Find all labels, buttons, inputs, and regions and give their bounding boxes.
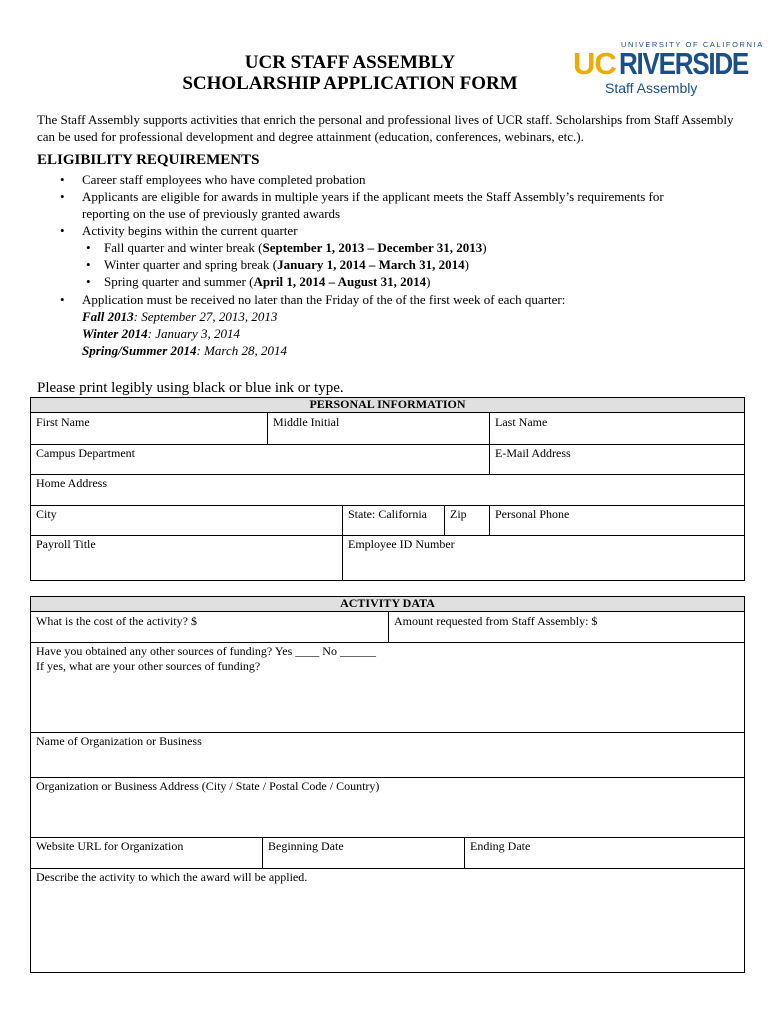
- col-divider: [464, 837, 465, 868]
- logo-uc-text: UC: [573, 46, 616, 81]
- col-divider: [342, 505, 343, 581]
- row-divider: [30, 505, 745, 506]
- logo-staff-assembly-text: Staff Assembly: [605, 80, 698, 96]
- bullet: •: [86, 274, 91, 289]
- middle-initial-field[interactable]: Middle Initial: [273, 415, 340, 429]
- row-divider: [30, 642, 745, 643]
- row-divider: [30, 868, 745, 869]
- row-divider: [30, 732, 745, 733]
- title-line-1: UCR STAFF ASSEMBLY: [244, 52, 456, 73]
- bullet: •: [60, 172, 65, 187]
- title-line-2: SCHOLARSHIP APPLICATION FORM: [182, 73, 518, 94]
- row-divider: [30, 535, 745, 536]
- form-title: [160, 52, 540, 94]
- campus-department-field[interactable]: Campus Department: [36, 446, 135, 460]
- first-name-field[interactable]: First Name: [36, 415, 90, 429]
- row-divider: [30, 837, 745, 838]
- activity-data-header: ACTIVITY DATA: [30, 596, 745, 612]
- quarter-fall: Fall quarter and winter break (September 1, 2013 – December 31, 2013): [104, 240, 487, 255]
- last-name-field[interactable]: Last Name: [495, 415, 548, 429]
- eligibility-item-probation: Career staff employees who have completed probation: [82, 172, 366, 187]
- row-divider: [30, 474, 745, 475]
- other-funding-sources-field[interactable]: If yes, what are your other sources of funding?: [36, 659, 261, 673]
- bullet: •: [86, 257, 91, 272]
- email-field[interactable]: E-Mail Address: [495, 446, 571, 460]
- personal-phone-field[interactable]: Personal Phone: [495, 507, 570, 521]
- bullet: •: [60, 189, 65, 204]
- quarter-winter: Winter quarter and spring break (January 1, 2014 – March 31, 2014): [104, 257, 469, 272]
- logo-riverside-text: RIVERSIDE: [619, 46, 749, 81]
- col-divider: [444, 505, 445, 535]
- beginning-date-field[interactable]: Beginning Date: [268, 839, 344, 853]
- deadline-winter: Winter 2014: January 3, 2014: [82, 326, 241, 341]
- quarter-spring: Spring quarter and summer (April 1, 2014 – August 31, 2014): [104, 274, 431, 289]
- eligibility-item-multiple-years-cont: reporting on the use of previously granted awards: [82, 206, 341, 221]
- row-divider: [30, 777, 745, 778]
- payroll-title-field[interactable]: Payroll Title: [36, 537, 96, 551]
- eligibility-item-deadline: Application must be received no later than the Friday of the of the first week of each quarter:: [82, 292, 566, 307]
- organization-address-field[interactable]: Organization or Business Address (City / State / Postal Code / Country): [36, 779, 380, 793]
- deadline-spring-summer: Spring/Summer 2014: March 28, 2014: [82, 343, 288, 358]
- website-url-field[interactable]: Website URL for Organization: [36, 839, 184, 853]
- intro-paragraph: The Staff Assembly supports activities that enrich the personal and professional lives of UCR staff. Scholarships from Staff Assembly can be used for professional development and degree attainment (education, conferences, webinars, etc.).: [37, 112, 734, 144]
- personal-info-header: PERSONAL INFORMATION: [30, 397, 745, 413]
- col-divider: [388, 612, 389, 642]
- employee-id-field[interactable]: Employee ID Number: [348, 537, 455, 551]
- ucr-staff-assembly-logo: [573, 40, 764, 100]
- organization-name-field[interactable]: Name of Organization or Business: [36, 734, 202, 748]
- home-address-field[interactable]: Home Address: [36, 476, 107, 490]
- logo-university-text: UNIVERSITY OF CALIFORNIA: [621, 40, 764, 49]
- amount-requested-field[interactable]: Amount requested from Staff Assembly: $: [394, 614, 598, 628]
- eligibility-item-multiple-years: Applicants are eligible for awards in multiple years if the applicant meets the Staff Assembly’s requirements for: [82, 189, 664, 204]
- activity-description-field[interactable]: Describe the activity to which the award will be applied.: [36, 870, 308, 884]
- activity-cost-field[interactable]: What is the cost of the activity? $: [36, 614, 197, 628]
- col-divider: [489, 413, 490, 474]
- zip-field[interactable]: Zip: [450, 507, 467, 521]
- state-field[interactable]: State: California: [348, 507, 427, 521]
- bullet: •: [86, 240, 91, 255]
- row-divider: [30, 444, 745, 445]
- deadline-fall: Fall 2013: September 27, 2013, 2013: [82, 309, 278, 324]
- city-field[interactable]: City: [36, 507, 57, 521]
- col-divider: [267, 413, 268, 444]
- col-divider: [262, 837, 263, 868]
- eligibility-heading: ELIGIBILITY REQUIREMENTS: [37, 152, 260, 168]
- print-instruction: Please print legibly using black or blue ink or type.: [37, 380, 344, 396]
- personal-info-table: [30, 397, 745, 581]
- eligibility-item-activity-quarter: Activity begins within the current quarter: [82, 223, 298, 238]
- col-divider: [489, 505, 490, 535]
- bullet: •: [60, 292, 65, 307]
- bullet: •: [60, 223, 65, 238]
- other-funding-question[interactable]: Have you obtained any other sources of funding? Yes ____ No ______: [36, 644, 376, 658]
- ending-date-field[interactable]: Ending Date: [470, 839, 531, 853]
